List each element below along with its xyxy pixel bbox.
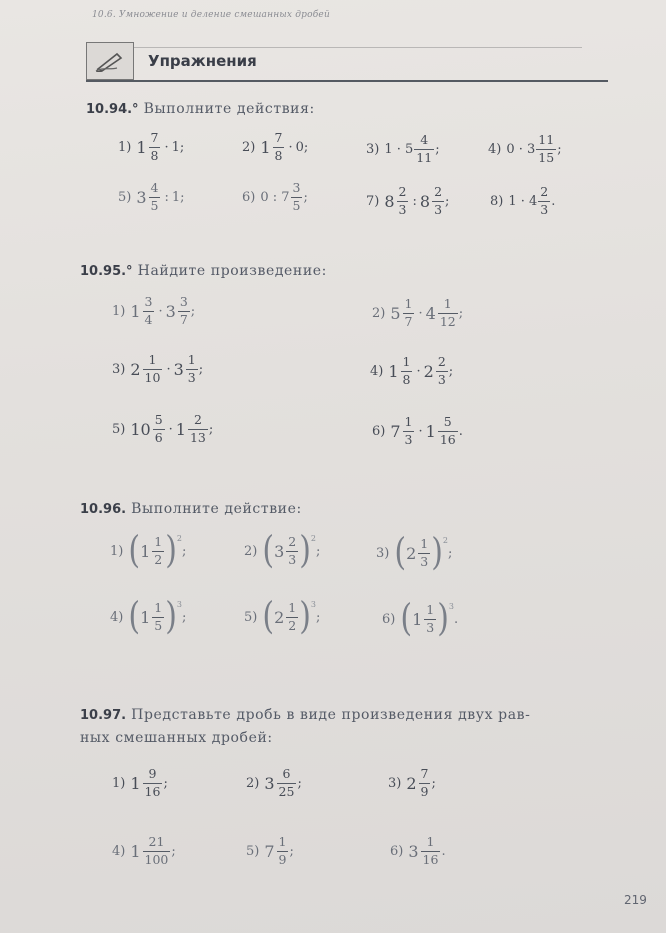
exercise-10-94-heading <box>86 98 315 117</box>
ex95-item-1: 1) 1 $\frac{3}{4}$ · 3 $\frac{3}{7}$ ; <box>112 294 196 327</box>
ex96-item-6: 6) ( 1 $\frac{1}{3}$ ) 3 . <box>382 596 459 641</box>
ex95-item-3: 3) 2 $\frac{1}{10}$ · 3 $\frac{1}{3}$ ; <box>112 352 204 385</box>
exercise-instruction: Найдите произведение: <box>137 263 327 279</box>
ex94-item-5: 5) 3 $\frac{4}{5}$ : 1; <box>118 180 185 213</box>
page-number: 219 <box>624 893 647 907</box>
section-title: Упражнения <box>148 52 257 70</box>
ex96-item-4: 4) ( 1 $\frac{1}{5}$ ) 3 ; <box>110 594 187 639</box>
exercise-number: 10.95.° <box>80 264 133 279</box>
ex94-item-3: 3) 1 · 5 $\frac{4}{11}$ ; <box>366 132 440 165</box>
exercise-instruction: Выполните действия: <box>143 101 315 117</box>
exercise-10-96-heading <box>80 498 302 517</box>
exercise-number: 10.97. <box>80 708 127 723</box>
ex96-item-5: 5) ( 2 $\frac{1}{2}$ ) 3 ; <box>244 594 321 639</box>
running-header: 10.6. Умножение и деление смешанных дробей <box>92 10 330 20</box>
ex96-item-1: 1) ( 1 $\frac{1}{2}$ ) 2 ; <box>110 528 187 573</box>
ex96-item-3: 3) ( 2 $\frac{1}{3}$ ) 2 ; <box>376 530 453 575</box>
section-icon-box <box>86 42 134 80</box>
header-rule <box>86 47 582 48</box>
ex94-item-6: 6) 0 : 7 $\frac{3}{5}$ ; <box>242 180 308 213</box>
pencil-icon <box>95 50 125 72</box>
exercise-10-97-heading <box>80 704 530 723</box>
ex95-item-2: 2) 5 $\frac{1}{7}$ · 4 $\frac{1}{12}$ ; <box>372 296 464 329</box>
exercise-number: 10.94.° <box>86 102 139 117</box>
ex97-item-3: 3) 2 $\frac{7}{9}$ ; <box>388 766 436 799</box>
ex95-item-6: 6) 7 $\frac{1}{3}$ · 1 $\frac{5}{16}$ . <box>372 414 463 447</box>
ex95-item-4: 4) 1 $\frac{1}{8}$ · 2 $\frac{2}{3}$ ; <box>370 354 454 387</box>
ex95-item-5: 5) 10 $\frac{5}{6}$ · 1 $\frac{2}{13}$ ; <box>112 412 214 445</box>
exercise-instruction-continued: ных смешанных дробей: <box>80 730 273 746</box>
ex94-item-1: 1) 1 $\frac{7}{8}$ · 1; <box>118 130 185 163</box>
exercise-number: 10.96. <box>80 502 127 517</box>
exercise-instruction: Представьте дробь в виде произведения двух рав- <box>131 707 531 723</box>
exercise-instruction: Выполните действие: <box>131 501 302 517</box>
ex97-item-6: 6) 3 $\frac{1}{16}$ . <box>390 834 446 867</box>
section-rule <box>86 80 608 82</box>
ex97-item-4: 4) 1 $\frac{21}{100}$ ; <box>112 834 176 867</box>
ex94-item-4: 4) 0 · 3 $\frac{11}{15}$ ; <box>488 132 562 165</box>
ex97-item-1: 1) 1 $\frac{9}{16}$ ; <box>112 766 168 799</box>
ex97-item-2: 2) 3 $\frac{6}{25}$ ; <box>246 766 302 799</box>
exercise-10-95-heading <box>80 260 327 279</box>
ex96-item-2: 2) ( 3 $\frac{2}{3}$ ) 2 ; <box>244 528 321 573</box>
ex97-item-5: 5) 7 $\frac{1}{9}$ ; <box>246 834 294 867</box>
ex94-item-2: 2) 1 $\frac{7}{8}$ · 0; <box>242 130 309 163</box>
ex94-item-7: 7) 8 $\frac{2}{3}$ : 8 $\frac{2}{3}$ ; <box>366 184 450 217</box>
ex94-item-8: 8) 1 · 4 $\frac{2}{3}$ . <box>490 184 556 217</box>
